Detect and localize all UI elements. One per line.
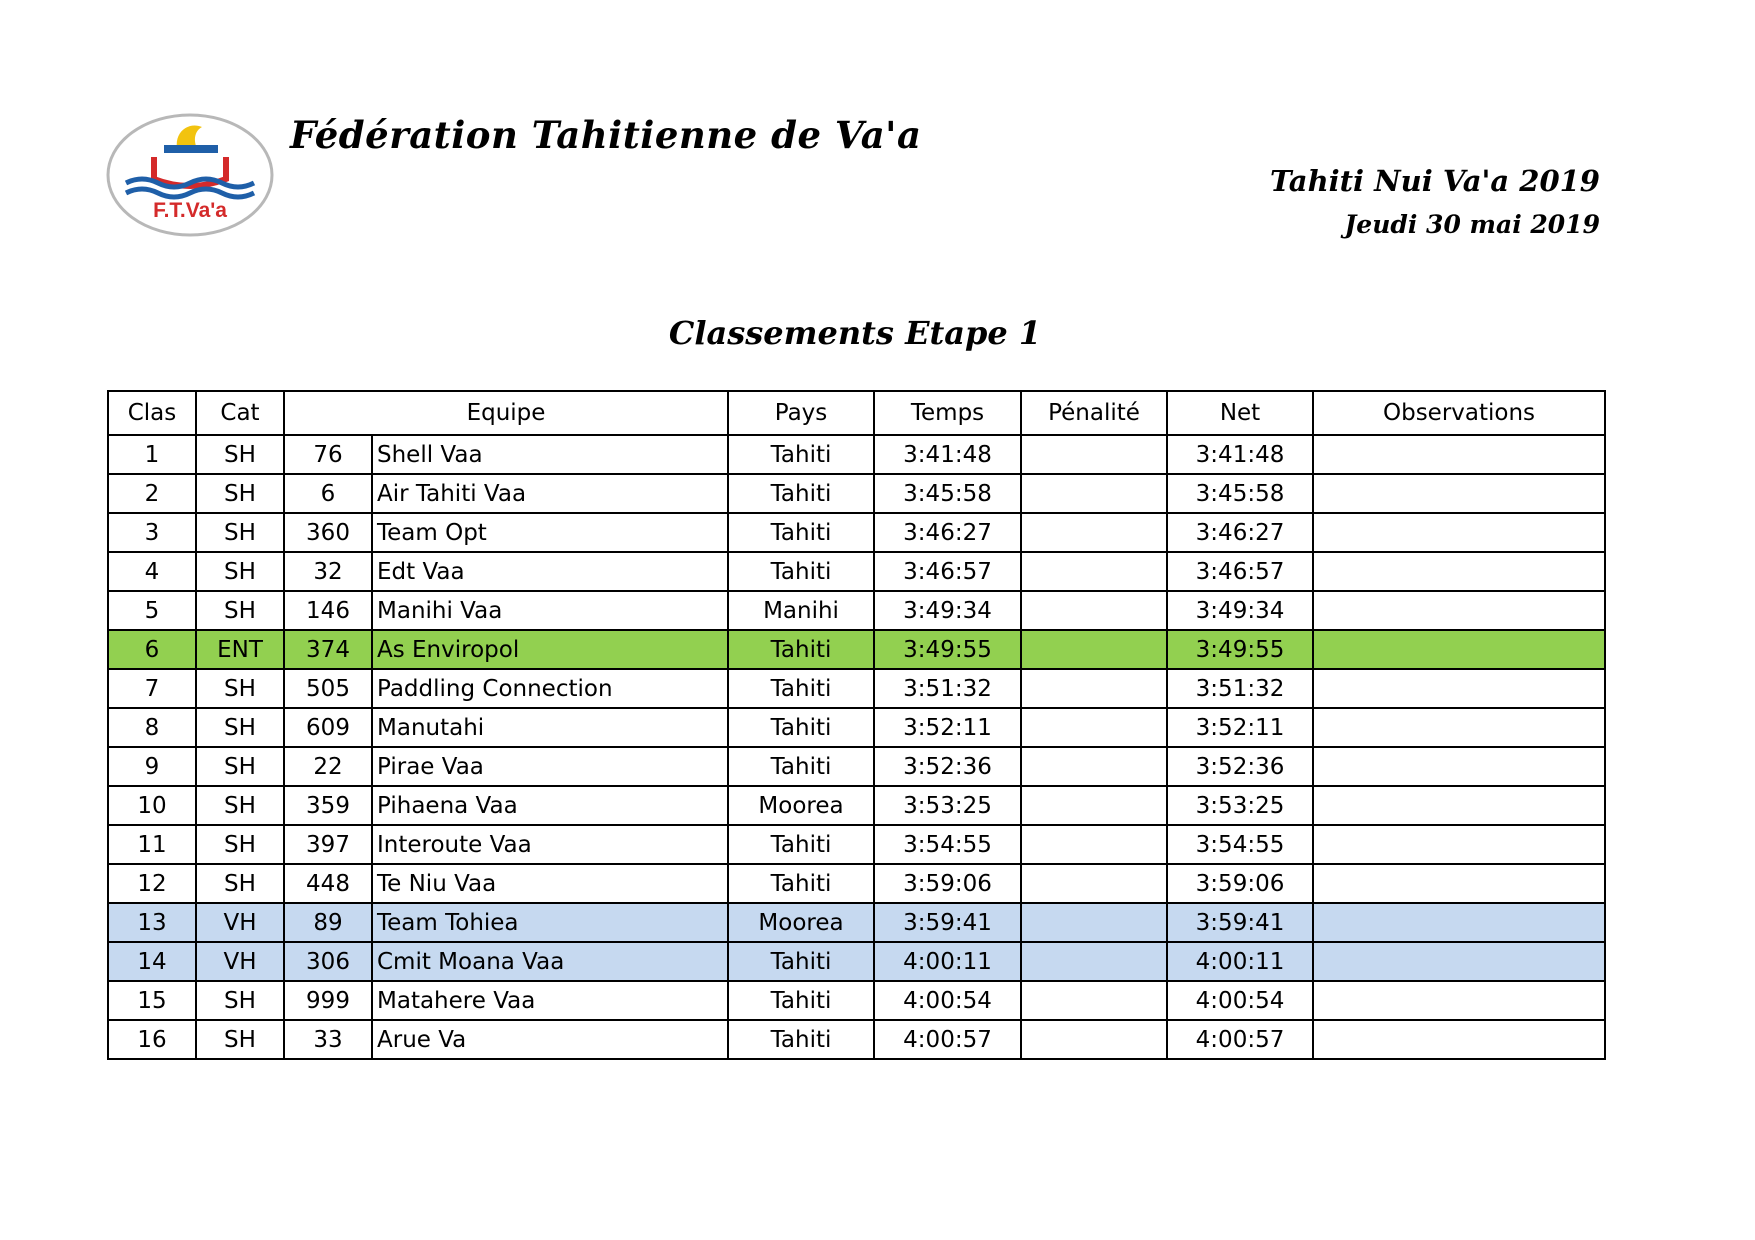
cell-number: 22 xyxy=(284,747,372,786)
cell-pays: Tahiti xyxy=(728,435,874,474)
cell-team: Paddling Connection xyxy=(372,669,728,708)
cell-number: 89 xyxy=(284,903,372,942)
table-row xyxy=(108,864,1605,903)
cell-temps: 3:49:55 xyxy=(874,630,1021,669)
cell-observations xyxy=(1313,786,1605,825)
table-row xyxy=(108,903,1605,942)
cell-cat: SH xyxy=(196,552,284,591)
cell-team: Cmit Moana Vaa xyxy=(372,942,728,981)
cell-pays: Tahiti xyxy=(728,474,874,513)
cell-pays: Tahiti xyxy=(728,630,874,669)
cell-number: 359 xyxy=(284,786,372,825)
header-equipe: Equipe xyxy=(284,391,728,435)
cell-clas: 6 xyxy=(108,630,196,669)
event-date: Jeudi 30 mai 2019 xyxy=(1344,210,1600,239)
cell-pays: Tahiti xyxy=(728,864,874,903)
cell-pays: Tahiti xyxy=(728,669,874,708)
cell-observations xyxy=(1313,864,1605,903)
cell-cat: SH xyxy=(196,747,284,786)
cell-temps: 3:59:06 xyxy=(874,864,1021,903)
table-row xyxy=(108,552,1605,591)
cell-penalite xyxy=(1021,708,1167,747)
cell-clas: 1 xyxy=(108,435,196,474)
cell-net: 3:41:48 xyxy=(1167,435,1313,474)
cell-cat: SH xyxy=(196,474,284,513)
cell-number: 146 xyxy=(284,591,372,630)
cell-clas: 10 xyxy=(108,786,196,825)
cell-clas: 3 xyxy=(108,513,196,552)
cell-net: 3:46:57 xyxy=(1167,552,1313,591)
table-row xyxy=(108,1020,1605,1059)
cell-temps: 3:49:34 xyxy=(874,591,1021,630)
cell-number: 609 xyxy=(284,708,372,747)
cell-temps: 3:46:57 xyxy=(874,552,1021,591)
cell-net: 4:00:11 xyxy=(1167,942,1313,981)
cell-number: 360 xyxy=(284,513,372,552)
header-net: Net xyxy=(1167,391,1313,435)
cell-number: 397 xyxy=(284,825,372,864)
table-row xyxy=(108,825,1605,864)
cell-pays: Moorea xyxy=(728,903,874,942)
cell-number: 6 xyxy=(284,474,372,513)
cell-temps: 4:00:11 xyxy=(874,942,1021,981)
cell-team: Manutahi xyxy=(372,708,728,747)
cell-temps: 3:54:55 xyxy=(874,825,1021,864)
cell-clas: 4 xyxy=(108,552,196,591)
cell-penalite xyxy=(1021,747,1167,786)
cell-number: 374 xyxy=(284,630,372,669)
cell-clas: 8 xyxy=(108,708,196,747)
cell-pays: Tahiti xyxy=(728,513,874,552)
cell-pays: Tahiti xyxy=(728,1020,874,1059)
cell-penalite xyxy=(1021,474,1167,513)
cell-pays: Manihi xyxy=(728,591,874,630)
cell-observations xyxy=(1313,513,1605,552)
cell-temps: 3:45:58 xyxy=(874,474,1021,513)
cell-cat: VH xyxy=(196,903,284,942)
cell-number: 448 xyxy=(284,864,372,903)
cell-observations xyxy=(1313,591,1605,630)
cell-observations xyxy=(1313,825,1605,864)
cell-team: Te Niu Vaa xyxy=(372,864,728,903)
federation-title: Fédération Tahitienne de Va'a xyxy=(290,113,922,157)
ftvaa-logo xyxy=(106,113,274,238)
cell-team: Air Tahiti Vaa xyxy=(372,474,728,513)
cell-temps: 3:46:27 xyxy=(874,513,1021,552)
table-row xyxy=(108,435,1605,474)
cell-cat: SH xyxy=(196,825,284,864)
table-row xyxy=(108,747,1605,786)
table-row xyxy=(108,591,1605,630)
table-row xyxy=(108,981,1605,1020)
cell-penalite xyxy=(1021,825,1167,864)
header-clas: Clas xyxy=(108,391,196,435)
cell-team: Shell Vaa xyxy=(372,435,728,474)
cell-clas: 13 xyxy=(108,903,196,942)
cell-observations xyxy=(1313,669,1605,708)
cell-temps: 3:59:41 xyxy=(874,903,1021,942)
cell-observations xyxy=(1313,1020,1605,1059)
cell-temps: 3:52:36 xyxy=(874,747,1021,786)
cell-team: As Enviropol xyxy=(372,630,728,669)
cell-number: 76 xyxy=(284,435,372,474)
event-info xyxy=(1270,163,1600,243)
cell-cat: SH xyxy=(196,864,284,903)
cell-temps: 3:53:25 xyxy=(874,786,1021,825)
results-table xyxy=(107,390,1606,1060)
cell-clas: 12 xyxy=(108,864,196,903)
table-row xyxy=(108,708,1605,747)
page-title: Classements Etape 1 xyxy=(668,314,1042,352)
cell-net: 3:46:27 xyxy=(1167,513,1313,552)
cell-net: 3:51:32 xyxy=(1167,669,1313,708)
cell-pays: Moorea xyxy=(728,786,874,825)
cell-clas: 11 xyxy=(108,825,196,864)
cell-number: 32 xyxy=(284,552,372,591)
cell-net: 3:52:11 xyxy=(1167,708,1313,747)
cell-penalite xyxy=(1021,591,1167,630)
cell-clas: 2 xyxy=(108,474,196,513)
cell-team: Pirae Vaa xyxy=(372,747,728,786)
cell-team: Edt Vaa xyxy=(372,552,728,591)
cell-clas: 9 xyxy=(108,747,196,786)
cell-penalite xyxy=(1021,435,1167,474)
cell-observations xyxy=(1313,552,1605,591)
cell-penalite xyxy=(1021,864,1167,903)
cell-net: 3:59:41 xyxy=(1167,903,1313,942)
cell-temps: 4:00:54 xyxy=(874,981,1021,1020)
cell-penalite xyxy=(1021,942,1167,981)
cell-team: Matahere Vaa xyxy=(372,981,728,1020)
cell-cat: ENT xyxy=(196,630,284,669)
cell-observations xyxy=(1313,747,1605,786)
cell-number: 33 xyxy=(284,1020,372,1059)
cell-pays: Tahiti xyxy=(728,942,874,981)
cell-team: Interoute Vaa xyxy=(372,825,728,864)
header-row xyxy=(108,391,1605,435)
cell-clas: 5 xyxy=(108,591,196,630)
cell-net: 4:00:57 xyxy=(1167,1020,1313,1059)
cell-cat: VH xyxy=(196,942,284,981)
cell-cat: SH xyxy=(196,1020,284,1059)
cell-cat: SH xyxy=(196,591,284,630)
table-row xyxy=(108,630,1605,669)
header-cat: Cat xyxy=(196,391,284,435)
cell-net: 3:45:58 xyxy=(1167,474,1313,513)
cell-net: 3:49:55 xyxy=(1167,630,1313,669)
svg-text:F.T.Va'a: F.T.Va'a xyxy=(153,199,227,222)
cell-temps: 3:51:32 xyxy=(874,669,1021,708)
cell-number: 306 xyxy=(284,942,372,981)
cell-net: 3:49:34 xyxy=(1167,591,1313,630)
cell-penalite xyxy=(1021,513,1167,552)
cell-penalite xyxy=(1021,786,1167,825)
cell-observations xyxy=(1313,903,1605,942)
cell-pays: Tahiti xyxy=(728,708,874,747)
cell-clas: 7 xyxy=(108,669,196,708)
cell-cat: SH xyxy=(196,786,284,825)
cell-number: 999 xyxy=(284,981,372,1020)
cell-penalite xyxy=(1021,552,1167,591)
cell-observations xyxy=(1313,942,1605,981)
table-row xyxy=(108,513,1605,552)
cell-temps: 3:41:48 xyxy=(874,435,1021,474)
cell-penalite xyxy=(1021,669,1167,708)
cell-net: 3:59:06 xyxy=(1167,864,1313,903)
cell-cat: SH xyxy=(196,669,284,708)
table-row xyxy=(108,669,1605,708)
cell-temps: 3:52:11 xyxy=(874,708,1021,747)
cell-observations xyxy=(1313,474,1605,513)
cell-penalite xyxy=(1021,981,1167,1020)
cell-team: Arue Va xyxy=(372,1020,728,1059)
cell-cat: SH xyxy=(196,513,284,552)
cell-team: Team Opt xyxy=(372,513,728,552)
cell-clas: 14 xyxy=(108,942,196,981)
header-temps: Temps xyxy=(874,391,1021,435)
cell-pays: Tahiti xyxy=(728,747,874,786)
cell-pays: Tahiti xyxy=(728,552,874,591)
table-row xyxy=(108,474,1605,513)
event-name: Tahiti Nui Va'a 2019 xyxy=(1269,164,1600,198)
cell-clas: 15 xyxy=(108,981,196,1020)
cell-net: 3:53:25 xyxy=(1167,786,1313,825)
cell-penalite xyxy=(1021,630,1167,669)
cell-penalite xyxy=(1021,903,1167,942)
table-row xyxy=(108,786,1605,825)
cell-team: Manihi Vaa xyxy=(372,591,728,630)
cell-net: 4:00:54 xyxy=(1167,981,1313,1020)
table-row xyxy=(108,942,1605,981)
cell-observations xyxy=(1313,435,1605,474)
header-observations: Observations xyxy=(1313,391,1605,435)
cell-observations xyxy=(1313,981,1605,1020)
cell-clas: 16 xyxy=(108,1020,196,1059)
cell-cat: SH xyxy=(196,708,284,747)
header-pays: Pays xyxy=(728,391,874,435)
cell-net: 3:54:55 xyxy=(1167,825,1313,864)
cell-observations xyxy=(1313,708,1605,747)
cell-pays: Tahiti xyxy=(728,825,874,864)
header-penalite: Pénalité xyxy=(1021,391,1167,435)
cell-pays: Tahiti xyxy=(728,981,874,1020)
cell-cat: SH xyxy=(196,981,284,1020)
cell-cat: SH xyxy=(196,435,284,474)
cell-team: Team Tohiea xyxy=(372,903,728,942)
cell-number: 505 xyxy=(284,669,372,708)
cell-net: 3:52:36 xyxy=(1167,747,1313,786)
cell-penalite xyxy=(1021,1020,1167,1059)
cell-team: Pihaena Vaa xyxy=(372,786,728,825)
cell-observations xyxy=(1313,630,1605,669)
cell-temps: 4:00:57 xyxy=(874,1020,1021,1059)
